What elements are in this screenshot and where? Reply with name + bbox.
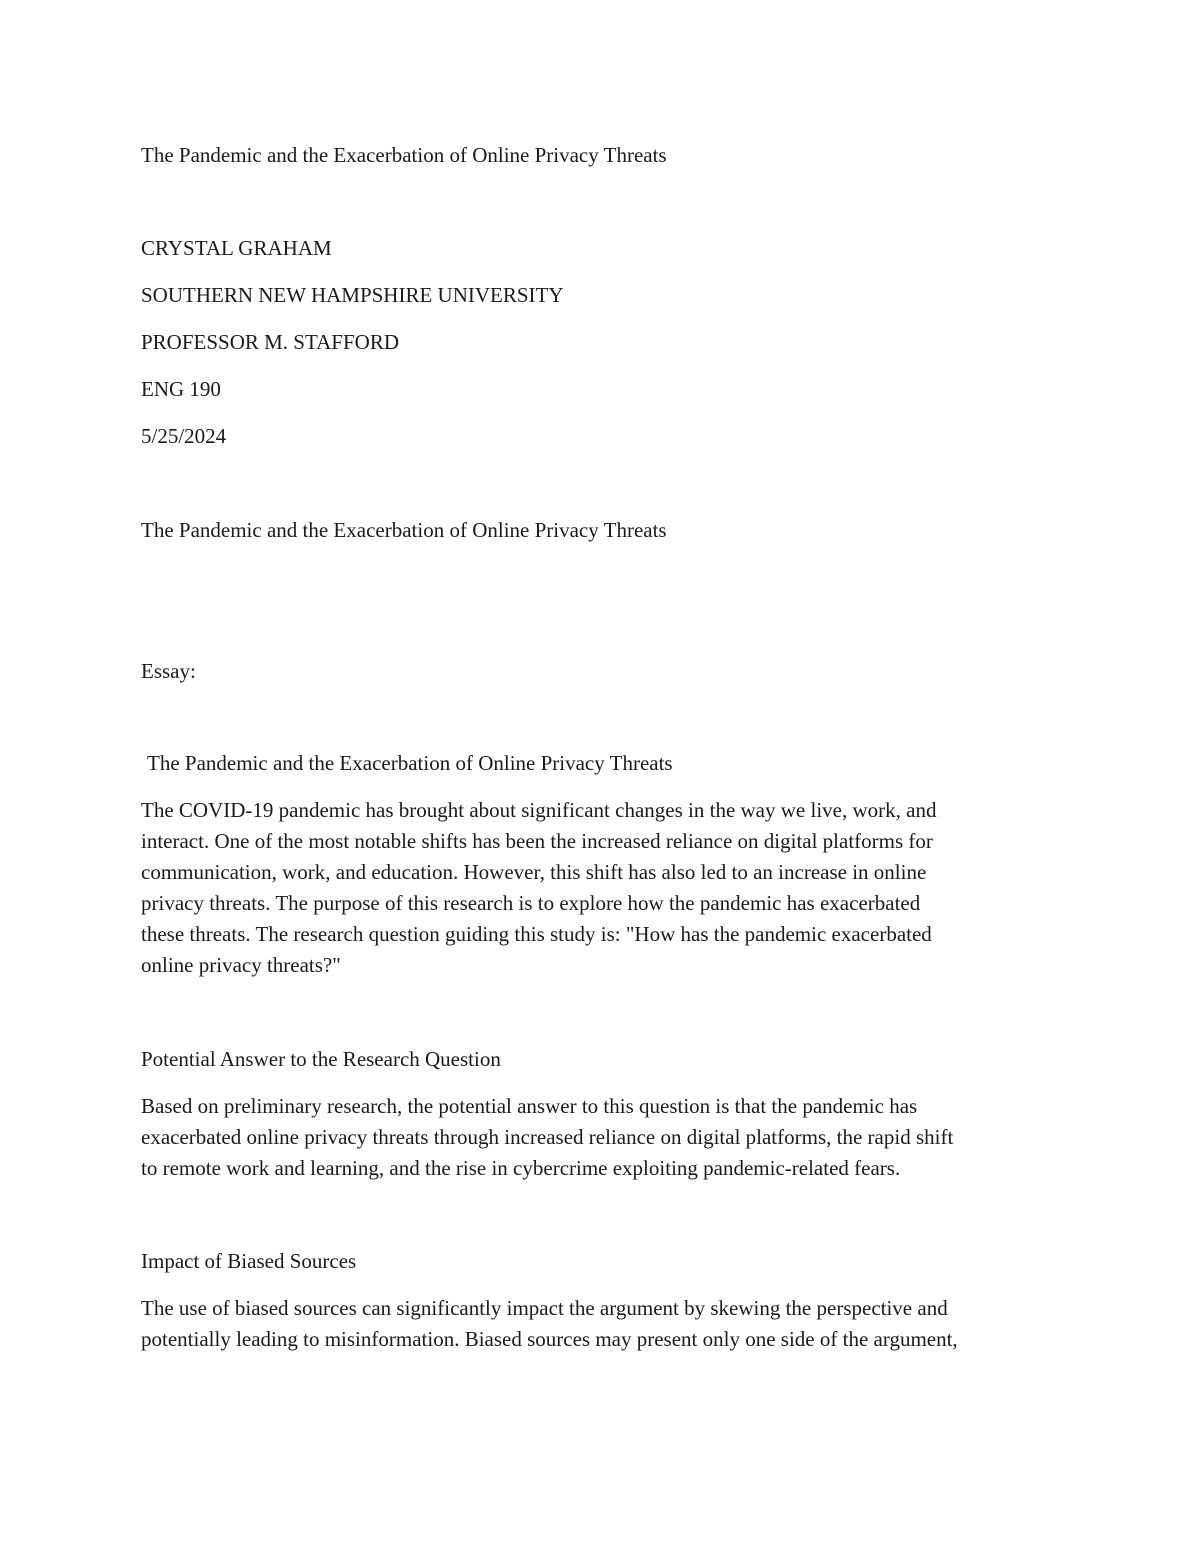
intro-line: online privacy threats?" [141, 953, 341, 977]
potential-answer-line: exacerbated online privacy threats through increased reliance on digital platforms, the rapid shift [141, 1125, 954, 1149]
potential-answer-line: to remote work and learning, and the rise in cybercrime exploiting pandemic-related fears. [141, 1156, 901, 1180]
section-heading-potential-answer: Potential Answer to the Research Question [141, 1047, 501, 1071]
section-heading-biased-sources: Impact of Biased Sources [141, 1249, 357, 1273]
essay-label: Essay: [141, 659, 196, 683]
intro-line: privacy threats. The purpose of this research is to explore how the pandemic has exacerbated [141, 891, 921, 915]
title-page-title: The Pandemic and the Exacerbation of Online Privacy Threats [141, 143, 667, 167]
course-code: ENG 190 [141, 377, 221, 401]
intro-line: The COVID-19 pandemic has brought about significant changes in the way we live, work, and [141, 798, 937, 822]
intro-line: communication, work, and education. However, this shift has also led to an increase in online [141, 860, 927, 884]
essay-title: The Pandemic and the Exacerbation of Online Privacy Threats [147, 751, 673, 775]
author-name: CRYSTAL GRAHAM [141, 236, 332, 260]
institution-name: SOUTHERN NEW HAMPSHIRE UNIVERSITY [141, 283, 564, 307]
biased-sources-line: potentially leading to misinformation. Biased sources may present only one side of the argument, [141, 1327, 958, 1351]
intro-line: these threats. The research question guiding this study is: "How has the pandemic exacerbated [141, 922, 932, 946]
intro-line: interact. One of the most notable shifts has been the increased reliance on digital platforms for [141, 829, 933, 853]
potential-answer-line: Based on preliminary research, the potential answer to this question is that the pandemic has [141, 1094, 918, 1118]
repeat-title: The Pandemic and the Exacerbation of Online Privacy Threats [141, 518, 667, 542]
submission-date: 5/25/2024 [141, 424, 227, 448]
biased-sources-line: The use of biased sources can significantly impact the argument by skewing the perspective and [141, 1296, 948, 1320]
professor-name: PROFESSOR M. STAFFORD [141, 330, 399, 354]
